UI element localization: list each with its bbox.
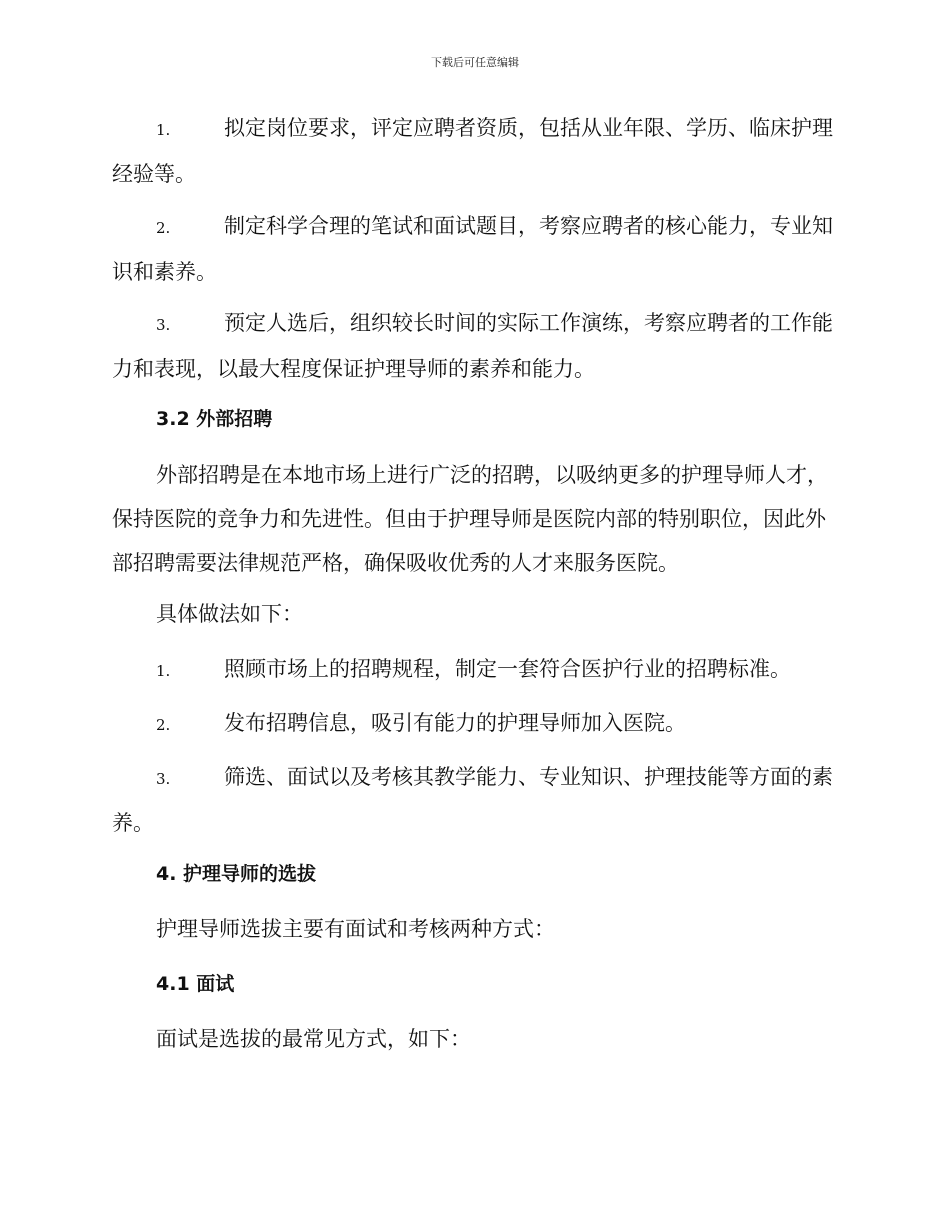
list-text: 筛选、面试以及考核其教学能力、专业知识、护理技能等方面的素养。 [112, 765, 833, 835]
paragraph: 护理导师选拔主要有面试和考核两种方式： [156, 917, 555, 941]
section-heading: 4.1 面试 [156, 973, 235, 995]
paragraph: 具体做法如下： [156, 602, 303, 626]
section-heading: 4. 护理导师的选拔 [156, 863, 317, 885]
list-item [112, 204, 834, 294]
paragraph: 外部招聘是在本地市场上进行广泛的招聘，以吸纳更多的护理导师人才，保持医院的竞争力和先进性。但由于护理导师是医院内部的特别职位，因此外部招聘需要法律规范严格，确保吸收优秀的人才来服务医院。 [112, 463, 828, 575]
list-item [112, 647, 834, 693]
list-text: 制定科学合理的笔试和面试题目，考察应聘者的核心能力，专业知识和素养。 [112, 214, 833, 284]
list-item [112, 106, 834, 196]
list-number: 3. [156, 770, 171, 788]
list-text: 照顾市场上的招聘规程，制定一套符合医护行业的招聘标准。 [224, 657, 791, 681]
list-item [112, 301, 834, 391]
paragraph: 面试是选拔的最常见方式，如下： [156, 1027, 471, 1051]
list-number: 3. [156, 316, 171, 334]
list-text: 预定人选后，组织较长时间的实际工作演练，考察应聘者的工作能力和表现，以最大程度保证护理导师的素养和能力。 [112, 311, 833, 381]
list-number: 1. [156, 121, 171, 139]
page-header: 下载后可任意编辑 [431, 56, 519, 69]
list-number: 1. [156, 662, 171, 680]
list-text: 发布招聘信息，吸引有能力的护理导师加入医院。 [224, 711, 686, 735]
list-number: 2. [156, 716, 171, 734]
list-item [112, 755, 834, 845]
list-item [112, 701, 834, 747]
list-number: 2. [156, 219, 171, 237]
section-heading: 3.2 外部招聘 [156, 408, 273, 430]
list-text: 拟定岗位要求，评定应聘者资质，包括从业年限、学历、临床护理经验等。 [112, 116, 833, 186]
